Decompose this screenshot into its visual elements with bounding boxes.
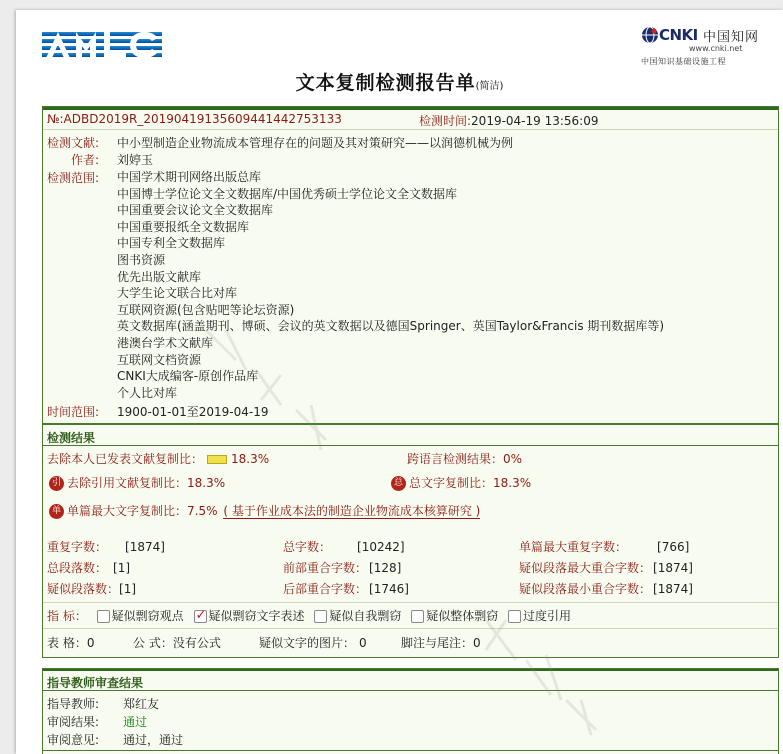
misc-value: 没有公式 <box>172 636 221 650</box>
review-result-label: 审阅结果: <box>47 715 100 729</box>
check-time-label: 检测时间: <box>419 114 472 128</box>
review-teacher-label: 指导教师: <box>47 697 100 711</box>
check-time-value: 2019-04-19 13:56:09 <box>471 114 599 128</box>
stat-single-max-dup <box>519 538 689 555</box>
scope-item: 互联网资源(包含贴吧等论坛资源) <box>117 302 295 317</box>
report-id-value: ADBD2019R_20190419135609441442753133 <box>63 112 342 126</box>
total-badge-icon: 总 <box>391 476 406 491</box>
indicator-text: 疑似剽窃文字表述 <box>208 609 305 623</box>
indicator-checkbox-self[interactable] <box>314 610 327 623</box>
indicator-text: 疑似剽窃观点 <box>111 609 184 623</box>
results-panel <box>42 424 779 658</box>
stat-label: 单篇最大重复字数： <box>519 540 628 554</box>
scope-item: 大学生论文联合比对库 <box>117 286 238 301</box>
time-range-value: 1900-01-01至2019-04-19 <box>117 405 269 419</box>
misc-images <box>259 634 367 651</box>
report-info-panel <box>42 106 779 424</box>
stat-value: [1874] <box>653 561 693 575</box>
indicator-text: 疑似整体剽窃 <box>426 609 499 623</box>
cnki-word: CNKI <box>659 26 698 44</box>
cnki-globe-icon <box>641 26 659 44</box>
stat-label: 总字数： <box>283 540 332 554</box>
stat-dup-chars <box>47 538 165 555</box>
cnki-url: www.cnki.net <box>689 44 743 53</box>
results-heading-rule <box>43 445 778 446</box>
stat-value: [1874] <box>653 582 693 596</box>
misc-label: 公 式： <box>133 636 173 650</box>
stat-label: 疑似段落数： <box>47 582 120 596</box>
scope-label: 检测范围: <box>47 171 100 185</box>
stat-value: [128] <box>369 561 402 575</box>
scope-item: 中国学术期刊网络出版总库 <box>117 170 262 184</box>
report-title <box>16 68 783 95</box>
indicator-row <box>47 607 571 624</box>
time-range-label: 时间范围: <box>47 405 100 419</box>
indicator-text: 过度引用 <box>523 609 572 623</box>
stat-suspect-paras <box>47 580 136 597</box>
review-teacher-name: 郑红友 <box>123 697 160 711</box>
stat-label: 重复字数： <box>47 540 108 554</box>
scope-item: 英文数据库(涵盖期刊、博硕、会议的英文数据以及德国Springer、英国Taylor&Francis 期刊数据库等) <box>117 319 665 334</box>
single-value: 7.5% <box>187 504 218 518</box>
review-opinion-value: 通过，通过 <box>123 733 184 747</box>
scope-item: 中国重要报纸全文数据库 <box>117 219 250 234</box>
doc-title: 中小型制造企业物流成本管理存在的问题及其对策研究——以润德机械为例 <box>117 136 514 150</box>
stat-value: [766] <box>657 540 690 554</box>
stat-value: [1] <box>113 561 131 575</box>
single-label: 单篇最大文字复制比： <box>67 504 188 518</box>
report-title-suffix: (简洁) <box>475 81 504 92</box>
stat-label: 后部重合字数： <box>283 582 368 596</box>
total-label: 总文字复制比： <box>409 476 494 490</box>
cnki-cn-name: 中国知网 <box>703 30 760 45</box>
cross-lang-result <box>407 450 522 467</box>
excl-self-ratio <box>47 450 269 467</box>
stat-para-min-overlap <box>519 580 693 597</box>
scope-item: 中国重要会议论文全文数据库 <box>117 203 274 218</box>
excl-cite-value: 18.3% <box>187 476 226 490</box>
stat-label: 疑似段落最大重合字数： <box>519 561 652 575</box>
review-result-value: 通过 <box>123 715 148 729</box>
results-heading: 检测结果 <box>47 431 96 445</box>
ratio-bar-icon <box>207 455 227 464</box>
check-time <box>419 112 599 129</box>
misc-value: 0 <box>86 636 95 650</box>
scope-item: 中国专利全文数据库 <box>117 236 226 251</box>
misc-formulas <box>133 634 221 651</box>
scope-item: 图书资源 <box>117 252 166 267</box>
excl-cite-ratio <box>49 474 225 491</box>
page-bottom-rule <box>42 750 779 751</box>
stat-value: [1746] <box>369 582 409 596</box>
scope-item: 中国博士学位论文全文数据库/中国优秀硕士学位论文全文数据库 <box>117 186 458 201</box>
scope-item: 港澳台学术文献库 <box>117 335 214 350</box>
misc-value: 0 <box>473 636 481 650</box>
cite-badge-icon: 引 <box>49 476 64 491</box>
report-id <box>47 112 342 126</box>
stat-total-paras <box>47 559 130 576</box>
scope-item: 互联网文档资源 <box>117 352 202 367</box>
author-label: 作者: <box>71 153 100 167</box>
misc-tables <box>47 634 94 651</box>
indicator-divider <box>43 602 778 603</box>
indicator-checkbox-wording[interactable] <box>194 610 207 623</box>
misc-value: 0 <box>359 636 367 650</box>
scope-item: 优先出版文献库 <box>117 269 202 284</box>
stat-label: 疑似段落最小重合字数： <box>519 582 652 596</box>
scope-item: 个人比对库 <box>117 385 178 400</box>
review-panel <box>42 668 779 754</box>
review-opinion-label: 审阅意见: <box>47 733 100 747</box>
indicator-checkbox-overcite[interactable] <box>508 610 521 623</box>
total-value: 18.3% <box>493 476 532 490</box>
cross-lang-value: 0% <box>503 452 523 466</box>
results-top-rule <box>43 424 778 425</box>
misc-label: 疑似文字的图片： <box>259 636 356 650</box>
cnki-logo <box>641 24 761 66</box>
amlc-logo <box>42 30 162 60</box>
stat-label: 总段落数： <box>47 561 108 575</box>
single-max-ratio <box>49 502 480 519</box>
misc-divider <box>43 628 778 629</box>
single-source-doc[interactable]: ( 基于作业成本法的制造企业物流成本核算研究 ) <box>223 504 481 518</box>
stat-para-max-overlap <box>519 559 693 576</box>
excl-cite-label: 去除引用文献复制比： <box>67 476 188 490</box>
cross-lang-label: 跨语言检测结果： <box>407 452 504 466</box>
info-divider <box>43 129 778 130</box>
scope-list <box>117 169 664 401</box>
report-title-text: 文本复制检测报告单 <box>295 72 476 94</box>
review-heading: 指导教师审查结果 <box>47 676 144 690</box>
stat-label: 前部重合字数： <box>283 561 368 575</box>
panel-top-rule <box>43 107 778 110</box>
stat-rear-overlap <box>283 580 409 597</box>
stat-value: [1] <box>119 582 137 596</box>
cnki-subtitle: 中国知识基础设施工程 <box>641 57 726 66</box>
indicator-label: 指 标： <box>47 609 87 623</box>
indicator-checkbox-whole[interactable] <box>411 610 424 623</box>
single-badge-icon: 单 <box>49 504 64 519</box>
misc-footnotes <box>401 634 481 651</box>
stat-total-chars <box>283 538 405 555</box>
total-ratio <box>391 474 531 491</box>
review-heading-rule <box>43 690 778 691</box>
misc-label: 表 格： <box>47 636 87 650</box>
stat-value: [10242] <box>357 540 405 554</box>
author-name: 刘婷玉 <box>117 153 154 167</box>
scope-item: CNKI大成编客-原创作品库 <box>117 369 259 384</box>
excl-self-value: 18.3% <box>231 452 270 466</box>
review-top-rule <box>43 669 778 671</box>
doc-label: 检测文献: <box>47 136 100 150</box>
report-sheet <box>16 10 783 754</box>
stat-front-overlap <box>283 559 401 576</box>
indicator-text: 疑似自我剽窃 <box>329 609 402 623</box>
misc-label: 脚注与尾注： <box>401 636 474 650</box>
stat-value: [1874] <box>125 540 165 554</box>
report-id-label: №: <box>47 112 64 126</box>
excl-self-label: 去除本人已发表文献复制比： <box>47 452 204 466</box>
indicator-checkbox-viewpoint[interactable] <box>97 610 110 623</box>
